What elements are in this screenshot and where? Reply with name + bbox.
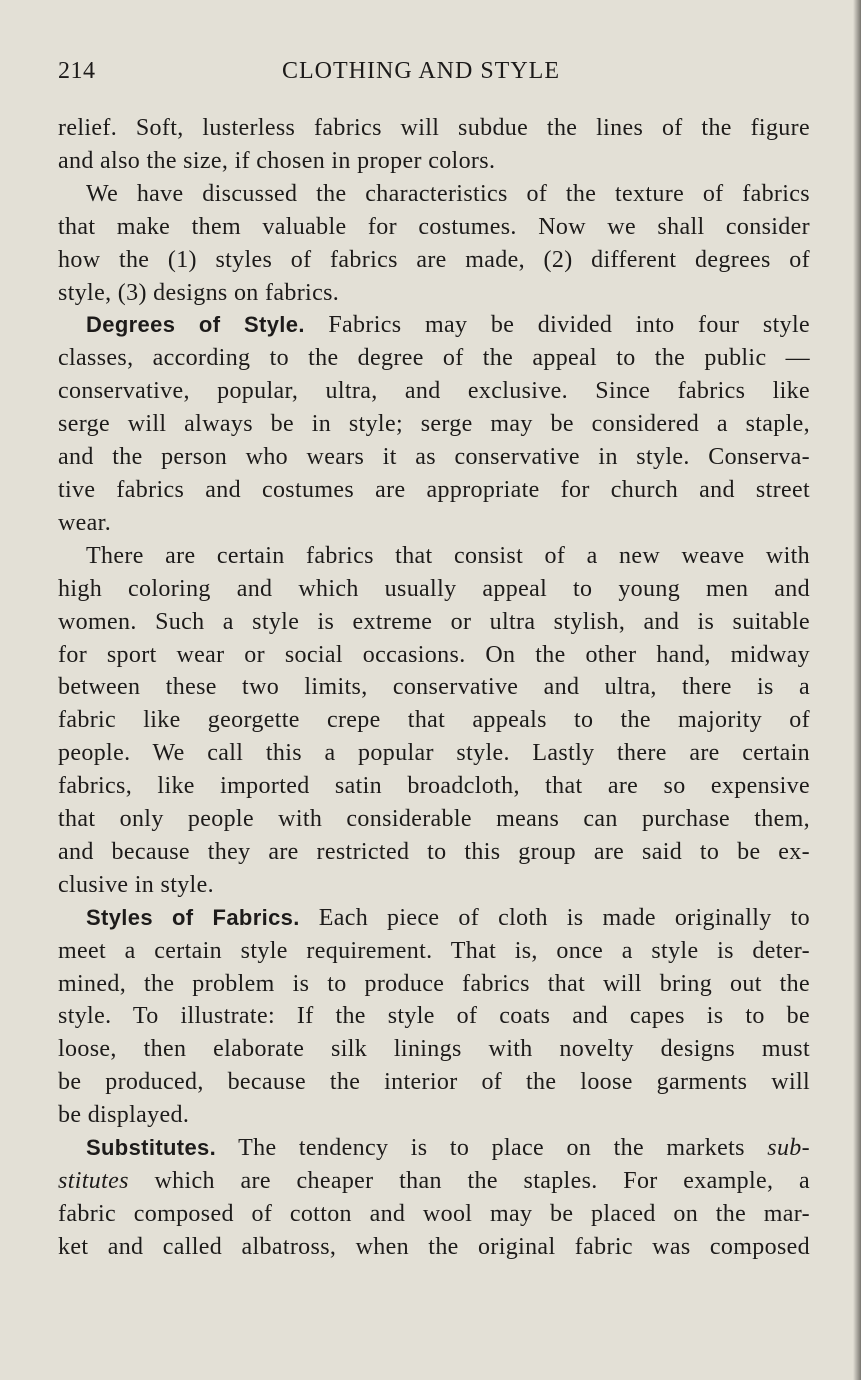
text-line: clusive in style. — [58, 871, 214, 898]
page-header — [58, 58, 618, 94]
text-line: for sport wear or social occasions. On the other hand, midway — [58, 641, 810, 668]
text-line: mined, the problem is to produce fabrics that will bring out the — [58, 970, 810, 997]
text-line: ket and called albatross, when the original fabric was composed — [58, 1233, 810, 1260]
paragraph — [58, 540, 810, 902]
section-heading: Styles of Fabrics. — [86, 904, 300, 930]
text-line: fabric composed of cotton and wool may be placed on the mar- — [58, 1200, 810, 1227]
paragraph — [58, 178, 810, 310]
text-line: style. To illustrate: If the style of coats and capes is to be — [58, 1003, 810, 1030]
paragraph — [58, 112, 810, 178]
text-line — [58, 902, 810, 935]
text-line: fabrics, like imported satin broadcloth, that are so expensive — [58, 773, 810, 800]
text-line: style, (3) designs on fabrics. — [58, 279, 340, 306]
text-line: be displayed. — [58, 1102, 190, 1129]
paragraph — [58, 902, 810, 1132]
text-line: conservative, popular, ultra, and exclusive. Since fabrics like — [58, 378, 810, 405]
text-run: The tendency is to place on the markets — [216, 1135, 768, 1162]
italic-term: stitutes — [58, 1168, 129, 1194]
text-line: and the person who wears it as conservative in style. Conserva- — [58, 444, 810, 471]
text-run: which are cheaper than the staples. For example, a — [154, 1168, 810, 1194]
text-line: fabric like georgette crepe that appeals to the majority of — [58, 707, 810, 734]
text-line: classes, according to the degree of the appeal to the public — — [58, 345, 810, 372]
text-line: There are certain fabrics that consist of a new weave with — [86, 542, 810, 569]
text-line — [58, 309, 810, 342]
text-line: We have discussed the characteristics of the texture of fabrics — [86, 180, 810, 207]
text-line: that only people with considerable means can purchase them, — [58, 806, 810, 833]
text-line: relief. Soft, lusterless fabrics will subdue the lines of the figure — [58, 115, 810, 141]
text-line: meet a certain style requirement. That is, once a style is deter- — [58, 937, 810, 964]
section-heading: Substitutes. — [86, 1135, 217, 1161]
body-text — [58, 112, 810, 1264]
text-line: high coloring and which usually appeal to young men and — [58, 575, 810, 602]
text-line — [58, 1165, 810, 1198]
paragraph — [58, 309, 810, 539]
text-line: that make them valuable for costumes. Now we shall consider — [58, 213, 810, 240]
text-line: and because they are restricted to this group are said to be ex- — [58, 838, 810, 865]
running-head: CLOTHING AND STYLE — [282, 58, 560, 84]
italic-term: sub- — [767, 1135, 810, 1162]
text-line: and also the size, if chosen in proper colors. — [58, 147, 496, 174]
text-line: be produced, because the interior of the loose garments will — [58, 1069, 810, 1096]
text-line: serge will always be in style; serge may be considered a staple, — [58, 411, 810, 438]
text-line: women. Such a style is extreme or ultra stylish, and is suitable — [58, 608, 810, 635]
page-edge-shadow — [853, 0, 861, 1380]
text-line — [58, 1132, 810, 1165]
text-run: Fabrics may be divided into four style — [304, 312, 810, 339]
page-number: 214 — [58, 58, 96, 84]
text-line: between these two limits, conservative and ultra, there is a — [58, 674, 810, 701]
text-line: people. We call this a popular style. Lastly there are certain — [58, 740, 810, 767]
text-run: Each piece of cloth is made originally to — [299, 904, 810, 931]
section-heading: Degrees of Style. — [86, 312, 305, 338]
text-line: how the (1) styles of fabrics are made, (2) different degrees of — [58, 246, 810, 273]
text-line: wear. — [58, 509, 112, 536]
paragraph — [58, 1132, 810, 1264]
text-line: loose, then elaborate silk linings with novelty designs must — [58, 1036, 810, 1063]
text-line: tive fabrics and costumes are appropriate for church and street — [58, 476, 810, 503]
